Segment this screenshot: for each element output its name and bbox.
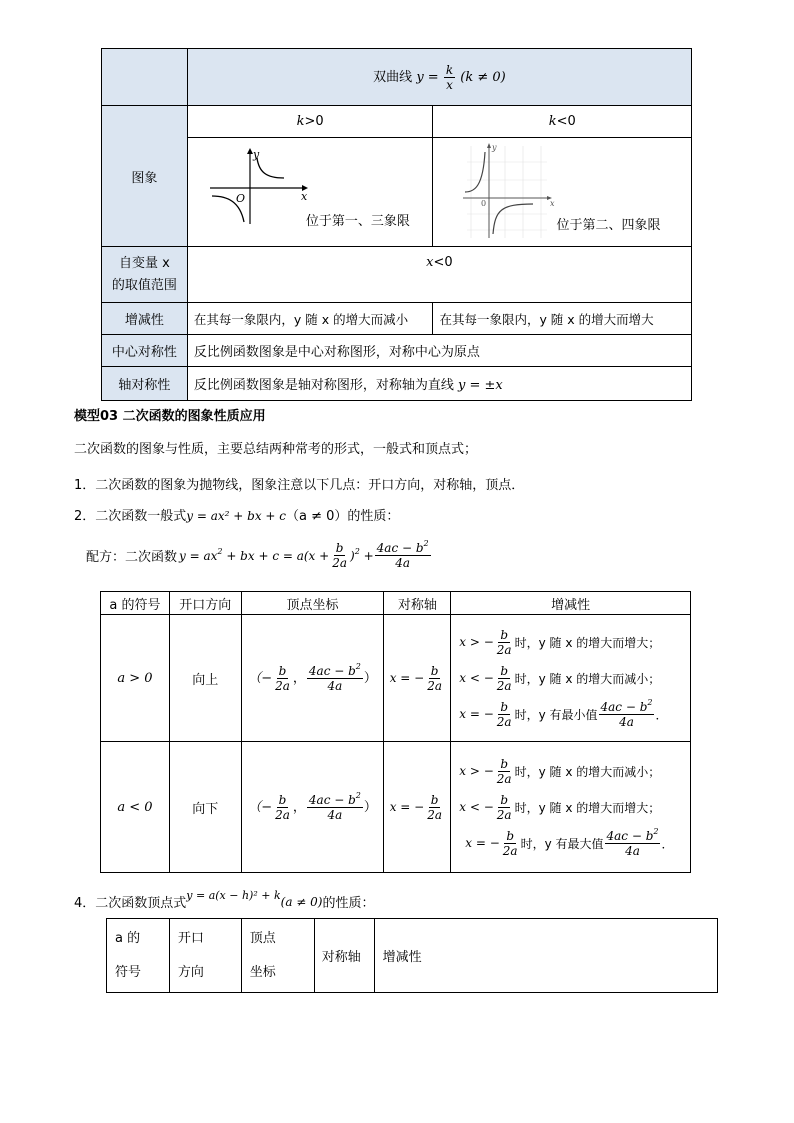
header-monotonic: 增减性	[374, 919, 717, 993]
header-vertex: 顶点坐标	[241, 592, 384, 615]
header-opening: 开口 方向	[169, 919, 241, 993]
header-axis: 对称轴	[314, 919, 374, 993]
header-opening: 开口方向	[169, 592, 241, 615]
graph-row-label: 图象	[102, 106, 188, 247]
header-monotonic: 增减性	[451, 592, 691, 615]
general-form-table	[100, 591, 691, 873]
sign-cell: a < 0	[101, 742, 170, 873]
domain-row-label: 自变量 x 的取值范围	[102, 247, 188, 303]
graph-positive-caption: 位于第一、三象限	[305, 214, 410, 229]
monotonic-row-label: 增减性	[102, 303, 188, 335]
monotonic-cell: x > − $\frac{b}{2a}$ 时，y 随 x 的增大而减小； x < − $\frac{b}{2a}$ 时，y 随 x 的增大而增大； x = − $\frac{b}{2a}$ 时，y 有最大值 $\frac{4ac - b^2}{4a}$ ．	[451, 742, 691, 873]
hyperbola-positive-graph	[204, 148, 314, 228]
point-2: 2．二次函数一般式y = ax² + bx + c（a ≠ 0）的性质：	[74, 509, 400, 524]
monotonic-positive: 在其每一象限内，y 随 x 的增大而减小	[187, 303, 433, 335]
corner-cell	[102, 49, 188, 106]
origin-label: O	[235, 192, 245, 205]
monotonic-negative: 在其每一象限内，y 随 x 的增大而增大	[433, 303, 692, 335]
graph-negative-caption: 位于第二、四象限	[556, 218, 661, 233]
completing-square: 配方：二次函数 $y = ax^2$ + bx + c = a(x + $\frac{b}{2a}$ )$^2$ + $\frac{4ac - b^2}{4a}$	[86, 539, 429, 570]
k-negative-header: k<0	[433, 106, 692, 138]
k-positive-header: k>0	[187, 106, 433, 138]
axis-x-label: x	[300, 190, 308, 203]
axis-x-label: x	[550, 199, 555, 208]
central-symmetry-text: 反比例函数图象是中心对称图形，对称中心为原点	[187, 335, 691, 367]
vertex-form-table	[106, 918, 718, 993]
vertex-cell: （− $\frac{b}{2a}$ ， $\frac{4ac - b^2}{4a}$ ）	[241, 615, 384, 742]
monotonic-cell: x > − $\frac{b}{2a}$ 时，y 随 x 的增大而增大； x < − $\frac{b}{2a}$ 时，y 随 x 的增大而减小； x = − $\frac{b}{2a}$ 时，y 有最小值 $\frac{4ac - b^2}{4a}$ ．	[451, 615, 691, 742]
opening-cell: 向上	[169, 615, 241, 742]
header-vertex: 顶点 坐标	[241, 919, 314, 993]
axis-symmetry-label: 轴对称性	[102, 367, 188, 401]
hyperbola-properties-table	[101, 48, 692, 401]
section-title: 模型03 二次函数的图象性质应用	[74, 409, 266, 424]
graph-positive-cell	[187, 138, 433, 247]
axis-symmetry-text: 反比例函数图象是轴对称图形，对称轴为直线 y = ±x	[187, 367, 691, 401]
domain-value: x<0	[187, 247, 691, 303]
axis-cell: x = − $\frac{b}{2a}$	[384, 742, 451, 873]
central-symmetry-label: 中心对称性	[102, 335, 188, 367]
origin-label: 0	[481, 199, 487, 208]
point-1: 1．二次函数的图象为抛物线，图象注意以下几点：开口方向，对称轴，顶点．	[74, 478, 525, 493]
axis-y-label: y	[252, 148, 260, 161]
table-row	[101, 742, 691, 873]
point-4: 4．二次函数顶点式 y = a(x − h)² + k (a ≠ 0) 的性质：	[74, 889, 375, 911]
header-axis: 对称轴	[384, 592, 451, 615]
hyperbola-negative-graph	[457, 142, 557, 242]
header-sign: a 的符号	[101, 592, 170, 615]
table-row	[101, 615, 691, 742]
section-intro: 二次函数的图象与性质，主要总结两种常考的形式，一般式和顶点式；	[74, 442, 478, 457]
header-sign: a 的 符号	[107, 919, 170, 993]
sign-cell: a > 0	[101, 615, 170, 742]
axis-cell: x = − $\frac{b}{2a}$	[384, 615, 451, 742]
opening-cell: 向下	[169, 742, 241, 873]
vertex-cell: （− $\frac{b}{2a}$ ， $\frac{4ac - b^2}{4a}$ ）	[241, 742, 384, 873]
axis-y-label: y	[492, 143, 497, 152]
graph-negative-cell	[433, 138, 692, 247]
hyperbola-header: 双曲线 y = $\frac{k}{x}$ (k ≠ 0)	[187, 49, 691, 106]
